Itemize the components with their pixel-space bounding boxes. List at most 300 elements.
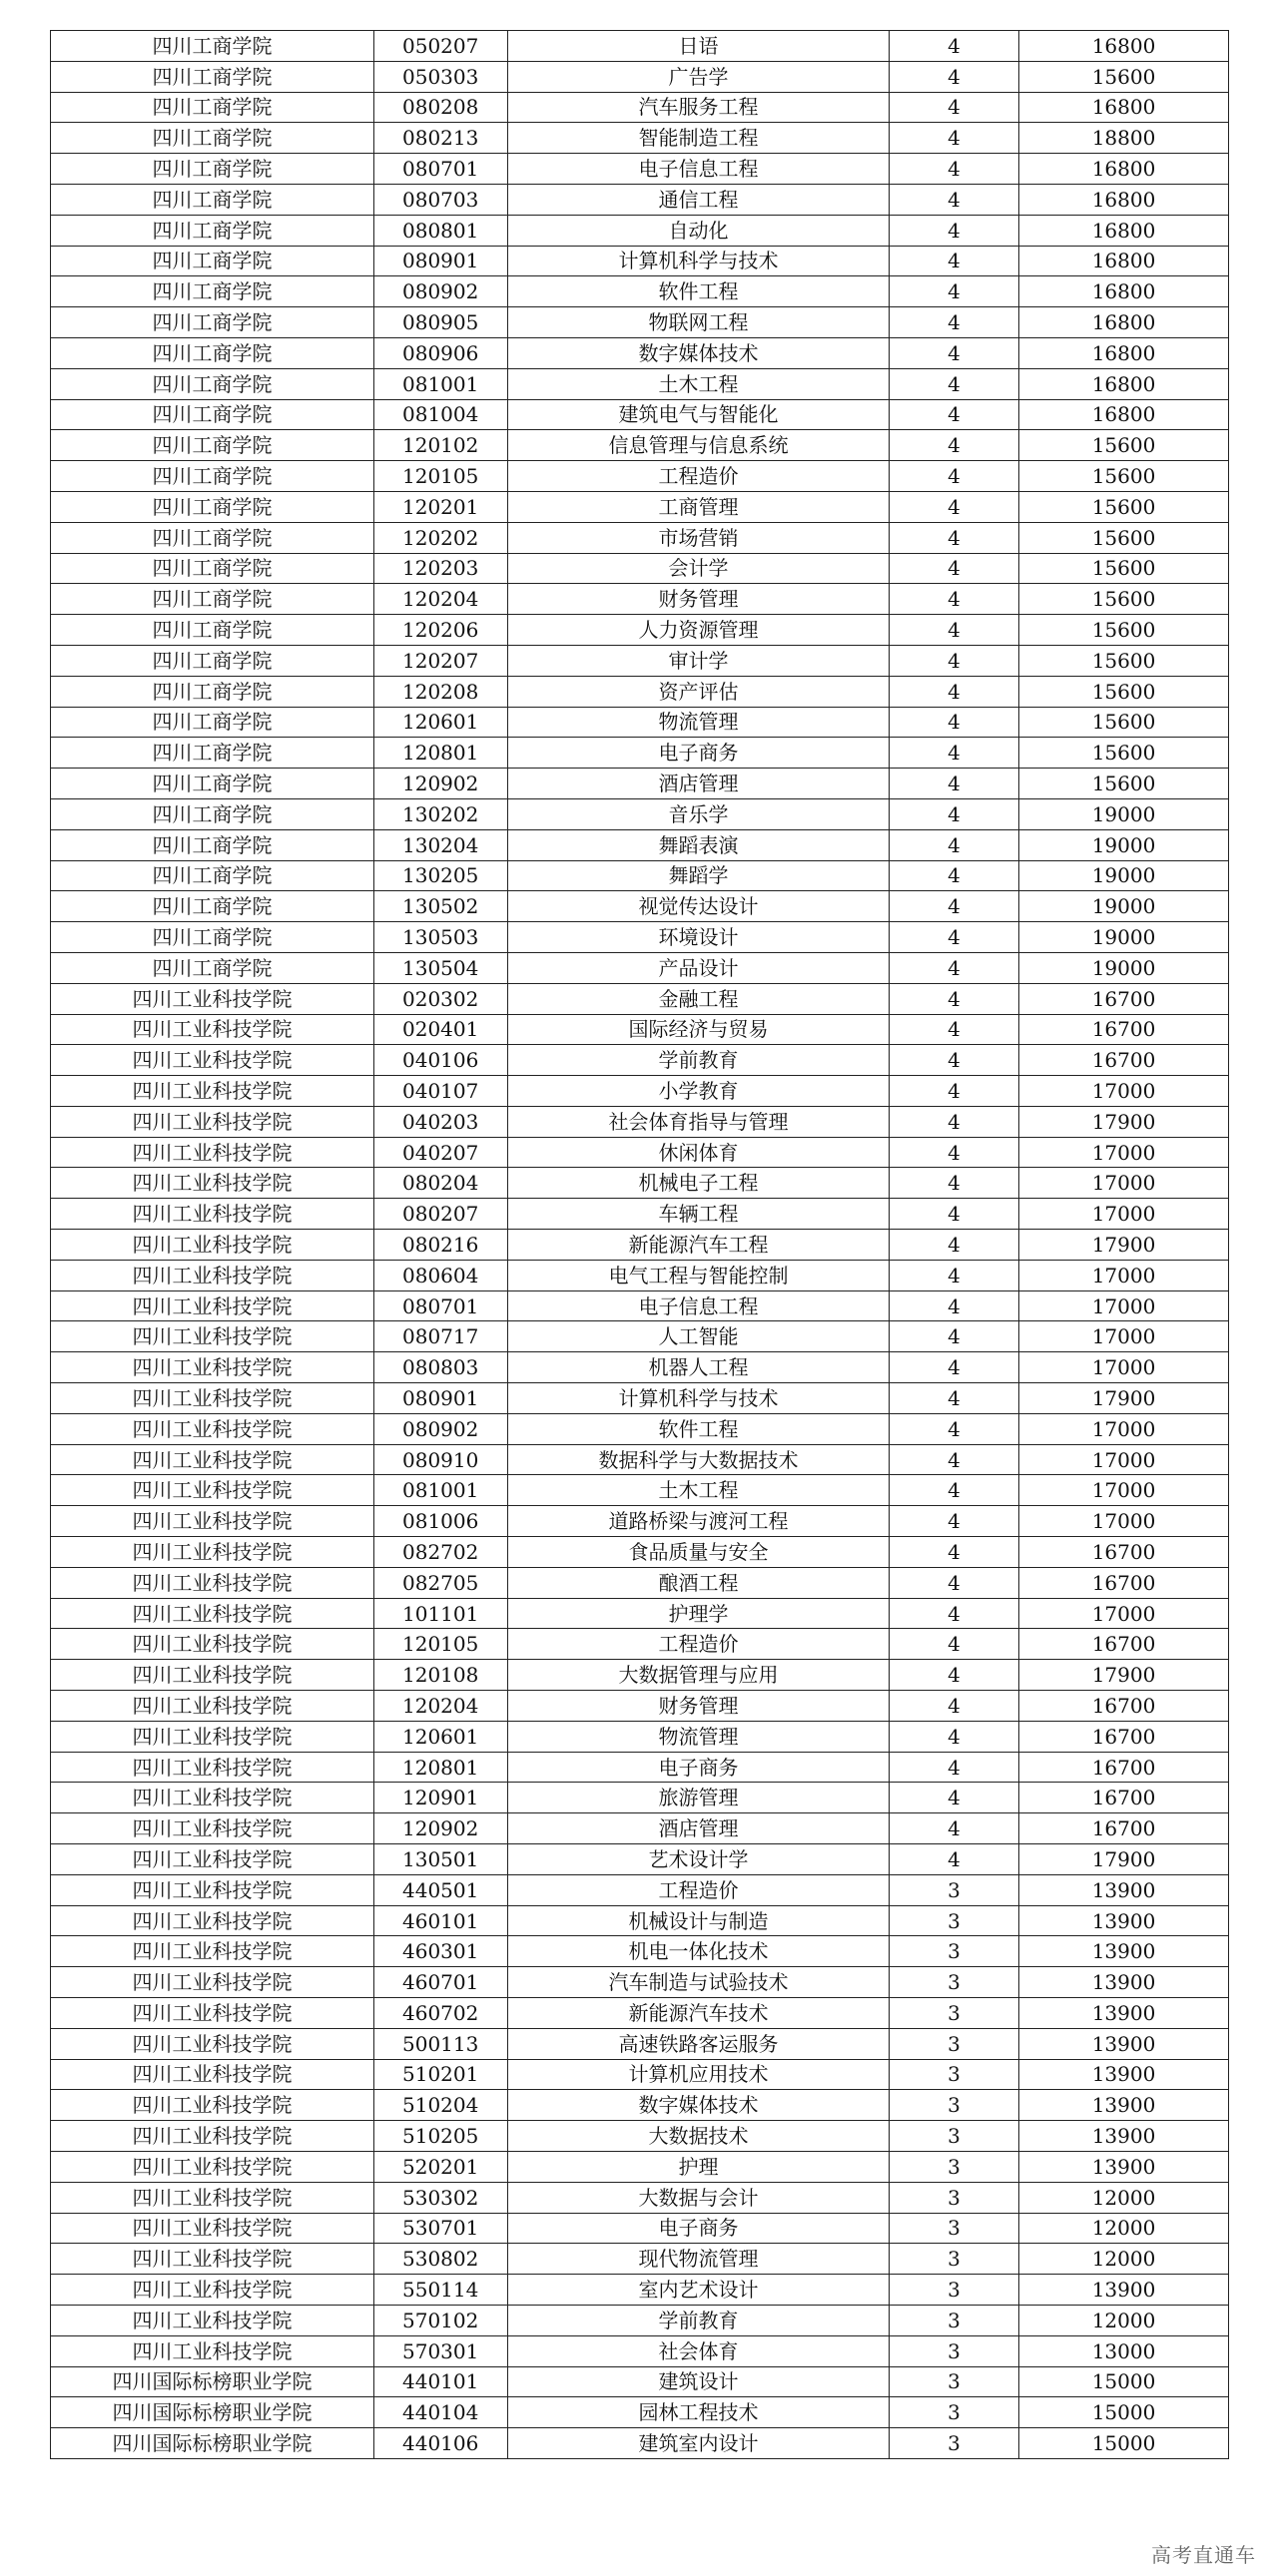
table-row	[51, 31, 1229, 62]
tuition-cell: 16800	[1019, 399, 1229, 430]
school-name-cell: 四川工业科技学院	[51, 2059, 374, 2090]
tuition-cell: 17000	[1019, 1352, 1229, 1383]
tuition-cell: 13900	[1019, 1874, 1229, 1905]
duration-cell: 3	[890, 1905, 1019, 1936]
major-name-cell: 电子商务	[508, 2213, 890, 2244]
school-name-cell: 四川工业科技学院	[51, 1137, 374, 1168]
table-row	[51, 430, 1229, 461]
school-name-cell: 四川工业科技学院	[51, 1506, 374, 1537]
duration-cell: 4	[890, 307, 1019, 338]
major-name-cell: 休闲体育	[508, 1137, 890, 1168]
school-name-cell: 四川工业科技学院	[51, 1537, 374, 1568]
table-row	[51, 461, 1229, 492]
school-name-cell: 四川工商学院	[51, 891, 374, 922]
school-name-cell: 四川工商学院	[51, 92, 374, 123]
school-name-cell: 四川工商学院	[51, 399, 374, 430]
table-row	[51, 798, 1229, 829]
major-code-cell: 082705	[374, 1567, 508, 1598]
major-name-cell: 计算机科学与技术	[508, 246, 890, 276]
major-code-cell: 020302	[374, 983, 508, 1014]
tuition-cell: 12000	[1019, 2182, 1229, 2213]
major-code-cell: 080910	[374, 1444, 508, 1475]
major-code-cell: 081006	[374, 1506, 508, 1537]
tuition-cell: 17900	[1019, 1106, 1229, 1137]
major-code-cell: 120201	[374, 491, 508, 522]
school-name-cell: 四川工业科技学院	[51, 1230, 374, 1261]
school-name-cell: 四川工业科技学院	[51, 1844, 374, 1875]
major-code-cell: 120108	[374, 1660, 508, 1691]
tuition-cell: 16700	[1019, 1813, 1229, 1844]
school-name-cell: 四川工商学院	[51, 553, 374, 584]
tuition-cell: 17000	[1019, 1137, 1229, 1168]
tuition-cell: 17000	[1019, 1290, 1229, 1321]
school-name-cell: 四川工商学院	[51, 615, 374, 646]
major-name-cell: 小学教育	[508, 1076, 890, 1107]
school-name-cell: 四川工业科技学院	[51, 2335, 374, 2366]
major-name-cell: 物流管理	[508, 707, 890, 738]
school-name-cell: 四川工商学院	[51, 491, 374, 522]
tuition-cell: 19000	[1019, 952, 1229, 983]
school-name-cell: 四川工业科技学院	[51, 1352, 374, 1383]
school-name-cell: 四川工业科技学院	[51, 1567, 374, 1598]
major-name-cell: 室内艺术设计	[508, 2275, 890, 2306]
duration-cell: 4	[890, 829, 1019, 860]
major-code-cell: 120901	[374, 1783, 508, 1813]
table-row	[51, 769, 1229, 799]
table-row	[51, 1691, 1229, 1722]
school-name-cell: 四川工商学院	[51, 707, 374, 738]
table-row	[51, 1014, 1229, 1045]
duration-cell: 4	[890, 522, 1019, 553]
major-name-cell: 智能制造工程	[508, 123, 890, 154]
table-row	[51, 1998, 1229, 2029]
duration-cell: 4	[890, 645, 1019, 676]
tuition-cell: 17000	[1019, 1260, 1229, 1290]
table-row	[51, 1230, 1229, 1261]
school-name-cell: 四川工业科技学院	[51, 1014, 374, 1045]
school-name-cell: 四川工业科技学院	[51, 1752, 374, 1783]
table-row	[51, 2305, 1229, 2335]
major-code-cell: 460101	[374, 1905, 508, 1936]
duration-cell: 4	[890, 1691, 1019, 1722]
major-code-cell: 080207	[374, 1199, 508, 1230]
duration-cell: 4	[890, 246, 1019, 276]
duration-cell: 4	[890, 1106, 1019, 1137]
tuition-cell: 16700	[1019, 1721, 1229, 1752]
table-row	[51, 922, 1229, 953]
major-name-cell: 人工智能	[508, 1321, 890, 1352]
table-row	[51, 2366, 1229, 2397]
school-name-cell: 四川工商学院	[51, 798, 374, 829]
major-code-cell: 080902	[374, 276, 508, 307]
school-name-cell: 四川国际标榜职业学院	[51, 2366, 374, 2397]
tuition-cell: 16800	[1019, 184, 1229, 215]
table-row	[51, 1383, 1229, 1414]
table-row	[51, 184, 1229, 215]
school-name-cell: 四川工商学院	[51, 769, 374, 799]
school-name-cell: 四川工商学院	[51, 430, 374, 461]
major-name-cell: 软件工程	[508, 1413, 890, 1444]
school-name-cell: 四川工业科技学院	[51, 2028, 374, 2059]
tuition-cell: 15600	[1019, 553, 1229, 584]
major-name-cell: 环境设计	[508, 922, 890, 953]
duration-cell: 4	[890, 707, 1019, 738]
major-code-cell: 120801	[374, 738, 508, 769]
duration-cell: 4	[890, 430, 1019, 461]
table-row	[51, 1660, 1229, 1691]
school-name-cell: 四川工业科技学院	[51, 2275, 374, 2306]
table-row	[51, 1783, 1229, 1813]
table-row	[51, 1752, 1229, 1783]
major-name-cell: 市场营销	[508, 522, 890, 553]
tuition-cell: 17000	[1019, 1444, 1229, 1475]
tuition-cell: 15000	[1019, 2428, 1229, 2459]
major-name-cell: 机器人工程	[508, 1352, 890, 1383]
major-name-cell: 酿酒工程	[508, 1567, 890, 1598]
major-name-cell: 电子商务	[508, 1752, 890, 1783]
tuition-cell: 16800	[1019, 307, 1229, 338]
table-row	[51, 2182, 1229, 2213]
table-row	[51, 1629, 1229, 1660]
major-code-cell: 081001	[374, 368, 508, 399]
duration-cell: 3	[890, 1967, 1019, 1998]
school-name-cell: 四川工业科技学院	[51, 1691, 374, 1722]
tuition-cell: 17000	[1019, 1506, 1229, 1537]
duration-cell: 4	[890, 92, 1019, 123]
major-name-cell: 社会体育	[508, 2335, 890, 2366]
major-name-cell: 资产评估	[508, 676, 890, 707]
table-row	[51, 2213, 1229, 2244]
tuition-cell: 15600	[1019, 461, 1229, 492]
school-name-cell: 四川工业科技学院	[51, 2090, 374, 2121]
major-code-cell: 130205	[374, 860, 508, 891]
major-code-cell: 570301	[374, 2335, 508, 2366]
major-name-cell: 金融工程	[508, 983, 890, 1014]
major-code-cell: 120601	[374, 1721, 508, 1752]
major-name-cell: 新能源汽车技术	[508, 1998, 890, 2029]
duration-cell: 4	[890, 1199, 1019, 1230]
major-code-cell: 440104	[374, 2397, 508, 2428]
major-code-cell: 080701	[374, 1290, 508, 1321]
table-row	[51, 1567, 1229, 1598]
major-name-cell: 酒店管理	[508, 1813, 890, 1844]
tuition-cell: 15000	[1019, 2397, 1229, 2428]
table-row	[51, 368, 1229, 399]
tuition-table-body	[51, 31, 1229, 2459]
school-name-cell: 四川国际标榜职业学院	[51, 2428, 374, 2459]
school-name-cell: 四川工商学院	[51, 61, 374, 92]
tuition-cell: 19000	[1019, 891, 1229, 922]
major-name-cell: 食品质量与安全	[508, 1537, 890, 1568]
school-name-cell: 四川工业科技学院	[51, 2213, 374, 2244]
table-row	[51, 61, 1229, 92]
school-name-cell: 四川工业科技学院	[51, 2121, 374, 2152]
major-name-cell: 视觉传达设计	[508, 891, 890, 922]
duration-cell: 3	[890, 2335, 1019, 2366]
school-name-cell: 四川工商学院	[51, 922, 374, 953]
major-name-cell: 机械设计与制造	[508, 1905, 890, 1936]
major-name-cell: 电子信息工程	[508, 154, 890, 185]
duration-cell: 4	[890, 769, 1019, 799]
tuition-cell: 16700	[1019, 1691, 1229, 1722]
major-code-cell: 460301	[374, 1936, 508, 1967]
school-name-cell: 四川工业科技学院	[51, 1721, 374, 1752]
school-name-cell: 四川工商学院	[51, 676, 374, 707]
duration-cell: 4	[890, 922, 1019, 953]
tuition-cell: 16800	[1019, 215, 1229, 246]
school-name-cell: 四川工商学院	[51, 307, 374, 338]
major-name-cell: 高速铁路客运服务	[508, 2028, 890, 2059]
major-name-cell: 数字媒体技术	[508, 2090, 890, 2121]
school-name-cell: 四川工商学院	[51, 584, 374, 615]
major-name-cell: 车辆工程	[508, 1199, 890, 1230]
major-name-cell: 国际经济与贸易	[508, 1014, 890, 1045]
major-code-cell: 080801	[374, 215, 508, 246]
major-name-cell: 人力资源管理	[508, 615, 890, 646]
duration-cell: 3	[890, 2305, 1019, 2335]
table-row	[51, 1844, 1229, 1875]
duration-cell: 3	[890, 2275, 1019, 2306]
duration-cell: 4	[890, 1752, 1019, 1783]
table-row	[51, 952, 1229, 983]
tuition-cell: 15600	[1019, 645, 1229, 676]
tuition-cell: 15600	[1019, 522, 1229, 553]
tuition-cell: 16800	[1019, 337, 1229, 368]
table-row	[51, 2428, 1229, 2459]
tuition-cell: 16800	[1019, 154, 1229, 185]
duration-cell: 3	[890, 2244, 1019, 2275]
table-row	[51, 707, 1229, 738]
tuition-cell: 13900	[1019, 2151, 1229, 2182]
major-code-cell: 120102	[374, 430, 508, 461]
duration-cell: 4	[890, 1076, 1019, 1107]
tuition-cell: 12000	[1019, 2213, 1229, 2244]
table-row	[51, 276, 1229, 307]
major-code-cell: 120902	[374, 1813, 508, 1844]
major-code-cell: 440101	[374, 2366, 508, 2397]
tuition-cell: 15600	[1019, 676, 1229, 707]
table-row	[51, 1444, 1229, 1475]
table-row	[51, 337, 1229, 368]
school-name-cell: 四川工商学院	[51, 645, 374, 676]
major-code-cell: 050207	[374, 31, 508, 62]
school-name-cell: 四川工业科技学院	[51, 1874, 374, 1905]
major-name-cell: 建筑设计	[508, 2366, 890, 2397]
school-name-cell: 四川工商学院	[51, 829, 374, 860]
tuition-cell: 13000	[1019, 2335, 1229, 2366]
table-row	[51, 1721, 1229, 1752]
duration-cell: 4	[890, 1290, 1019, 1321]
major-code-cell: 080906	[374, 337, 508, 368]
table-row	[51, 1413, 1229, 1444]
major-code-cell: 440106	[374, 2428, 508, 2459]
major-code-cell: 530701	[374, 2213, 508, 2244]
duration-cell: 3	[890, 2121, 1019, 2152]
major-name-cell: 自动化	[508, 215, 890, 246]
table-row	[51, 1168, 1229, 1199]
major-code-cell: 120204	[374, 1691, 508, 1722]
major-name-cell: 电子商务	[508, 738, 890, 769]
school-name-cell: 四川工商学院	[51, 31, 374, 62]
duration-cell: 3	[890, 2090, 1019, 2121]
tuition-cell: 13900	[1019, 1905, 1229, 1936]
table-row	[51, 1321, 1229, 1352]
duration-cell: 4	[890, 461, 1019, 492]
table-row	[51, 645, 1229, 676]
major-code-cell: 460701	[374, 1967, 508, 1998]
major-code-cell: 040207	[374, 1137, 508, 1168]
major-code-cell: 120902	[374, 769, 508, 799]
table-row	[51, 1076, 1229, 1107]
major-code-cell: 080604	[374, 1260, 508, 1290]
duration-cell: 4	[890, 1567, 1019, 1598]
major-code-cell: 130501	[374, 1844, 508, 1875]
duration-cell: 4	[890, 1660, 1019, 1691]
tuition-cell: 15600	[1019, 707, 1229, 738]
major-name-cell: 学前教育	[508, 2305, 890, 2335]
major-name-cell: 建筑电气与智能化	[508, 399, 890, 430]
major-code-cell: 120207	[374, 645, 508, 676]
tuition-cell: 15600	[1019, 430, 1229, 461]
duration-cell: 3	[890, 2059, 1019, 2090]
table-row	[51, 983, 1229, 1014]
major-name-cell: 计算机科学与技术	[508, 1383, 890, 1414]
tuition-cell: 17000	[1019, 1475, 1229, 1506]
tuition-cell: 17000	[1019, 1168, 1229, 1199]
tuition-cell: 16800	[1019, 368, 1229, 399]
major-code-cell: 510205	[374, 2121, 508, 2152]
major-name-cell: 审计学	[508, 645, 890, 676]
school-name-cell: 四川工业科技学院	[51, 983, 374, 1014]
major-name-cell: 音乐学	[508, 798, 890, 829]
major-code-cell: 120204	[374, 584, 508, 615]
school-name-cell: 四川工商学院	[51, 461, 374, 492]
tuition-cell: 15600	[1019, 491, 1229, 522]
major-code-cell: 530302	[374, 2182, 508, 2213]
tuition-cell: 16700	[1019, 1014, 1229, 1045]
major-code-cell: 120202	[374, 522, 508, 553]
major-name-cell: 护理	[508, 2151, 890, 2182]
duration-cell: 4	[890, 615, 1019, 646]
major-code-cell: 082702	[374, 1537, 508, 1568]
duration-cell: 4	[890, 61, 1019, 92]
school-name-cell: 四川工业科技学院	[51, 2244, 374, 2275]
duration-cell: 4	[890, 1783, 1019, 1813]
school-name-cell: 四川工商学院	[51, 246, 374, 276]
school-name-cell: 四川工业科技学院	[51, 2305, 374, 2335]
table-row	[51, 307, 1229, 338]
duration-cell: 4	[890, 1045, 1019, 1076]
major-code-cell: 500113	[374, 2028, 508, 2059]
duration-cell: 4	[890, 276, 1019, 307]
table-row	[51, 1905, 1229, 1936]
major-name-cell: 物流管理	[508, 1721, 890, 1752]
tuition-cell: 17900	[1019, 1230, 1229, 1261]
tuition-cell: 16700	[1019, 1629, 1229, 1660]
table-row	[51, 676, 1229, 707]
major-code-cell: 120801	[374, 1752, 508, 1783]
major-code-cell: 050303	[374, 61, 508, 92]
major-name-cell: 新能源汽车工程	[508, 1230, 890, 1261]
tuition-cell: 17000	[1019, 1076, 1229, 1107]
duration-cell: 4	[890, 31, 1019, 62]
major-name-cell: 土木工程	[508, 1475, 890, 1506]
major-code-cell: 040106	[374, 1045, 508, 1076]
table-row	[51, 829, 1229, 860]
major-name-cell: 电子信息工程	[508, 1290, 890, 1321]
tuition-cell: 17000	[1019, 1598, 1229, 1629]
table-row	[51, 2090, 1229, 2121]
tuition-cell: 16700	[1019, 1537, 1229, 1568]
duration-cell: 3	[890, 2428, 1019, 2459]
duration-cell: 4	[890, 738, 1019, 769]
major-code-cell: 130502	[374, 891, 508, 922]
duration-cell: 4	[890, 1168, 1019, 1199]
duration-cell: 4	[890, 983, 1019, 1014]
major-code-cell: 130504	[374, 952, 508, 983]
major-code-cell: 460702	[374, 1998, 508, 2029]
major-code-cell: 570102	[374, 2305, 508, 2335]
school-name-cell: 四川工业科技学院	[51, 1813, 374, 1844]
tuition-cell: 13900	[1019, 1998, 1229, 2029]
major-code-cell: 080703	[374, 184, 508, 215]
table-row	[51, 891, 1229, 922]
school-name-cell: 四川工商学院	[51, 154, 374, 185]
major-code-cell: 530802	[374, 2244, 508, 2275]
tuition-cell: 15600	[1019, 584, 1229, 615]
major-code-cell: 040203	[374, 1106, 508, 1137]
table-row	[51, 615, 1229, 646]
major-code-cell: 020401	[374, 1014, 508, 1045]
duration-cell: 4	[890, 1629, 1019, 1660]
major-code-cell: 120105	[374, 461, 508, 492]
table-row	[51, 2397, 1229, 2428]
school-name-cell: 四川工业科技学院	[51, 1660, 374, 1691]
duration-cell: 4	[890, 676, 1019, 707]
duration-cell: 4	[890, 553, 1019, 584]
school-name-cell: 四川工业科技学院	[51, 1998, 374, 2029]
school-name-cell: 四川工业科技学院	[51, 1106, 374, 1137]
duration-cell: 4	[890, 337, 1019, 368]
tuition-cell: 13900	[1019, 1936, 1229, 1967]
major-code-cell: 080717	[374, 1321, 508, 1352]
major-name-cell: 学前教育	[508, 1045, 890, 1076]
tuition-cell: 17900	[1019, 1844, 1229, 1875]
table-row	[51, 1537, 1229, 1568]
duration-cell: 4	[890, 1137, 1019, 1168]
tuition-cell: 19000	[1019, 860, 1229, 891]
duration-cell: 4	[890, 154, 1019, 185]
school-name-cell: 四川工业科技学院	[51, 1199, 374, 1230]
tuition-cell: 16700	[1019, 1783, 1229, 1813]
major-name-cell: 物联网工程	[508, 307, 890, 338]
school-name-cell: 四川工业科技学院	[51, 2151, 374, 2182]
major-name-cell: 大数据与会计	[508, 2182, 890, 2213]
table-row	[51, 491, 1229, 522]
school-name-cell: 四川工商学院	[51, 368, 374, 399]
major-name-cell: 会计学	[508, 553, 890, 584]
major-name-cell: 道路桥梁与渡河工程	[508, 1506, 890, 1537]
major-name-cell: 艺术设计学	[508, 1844, 890, 1875]
tuition-cell: 15600	[1019, 615, 1229, 646]
table-row	[51, 553, 1229, 584]
school-name-cell: 四川工业科技学院	[51, 1045, 374, 1076]
major-name-cell: 汽车服务工程	[508, 92, 890, 123]
table-row	[51, 1045, 1229, 1076]
table-row	[51, 154, 1229, 185]
tuition-cell: 17000	[1019, 1321, 1229, 1352]
school-name-cell: 四川工业科技学院	[51, 1444, 374, 1475]
